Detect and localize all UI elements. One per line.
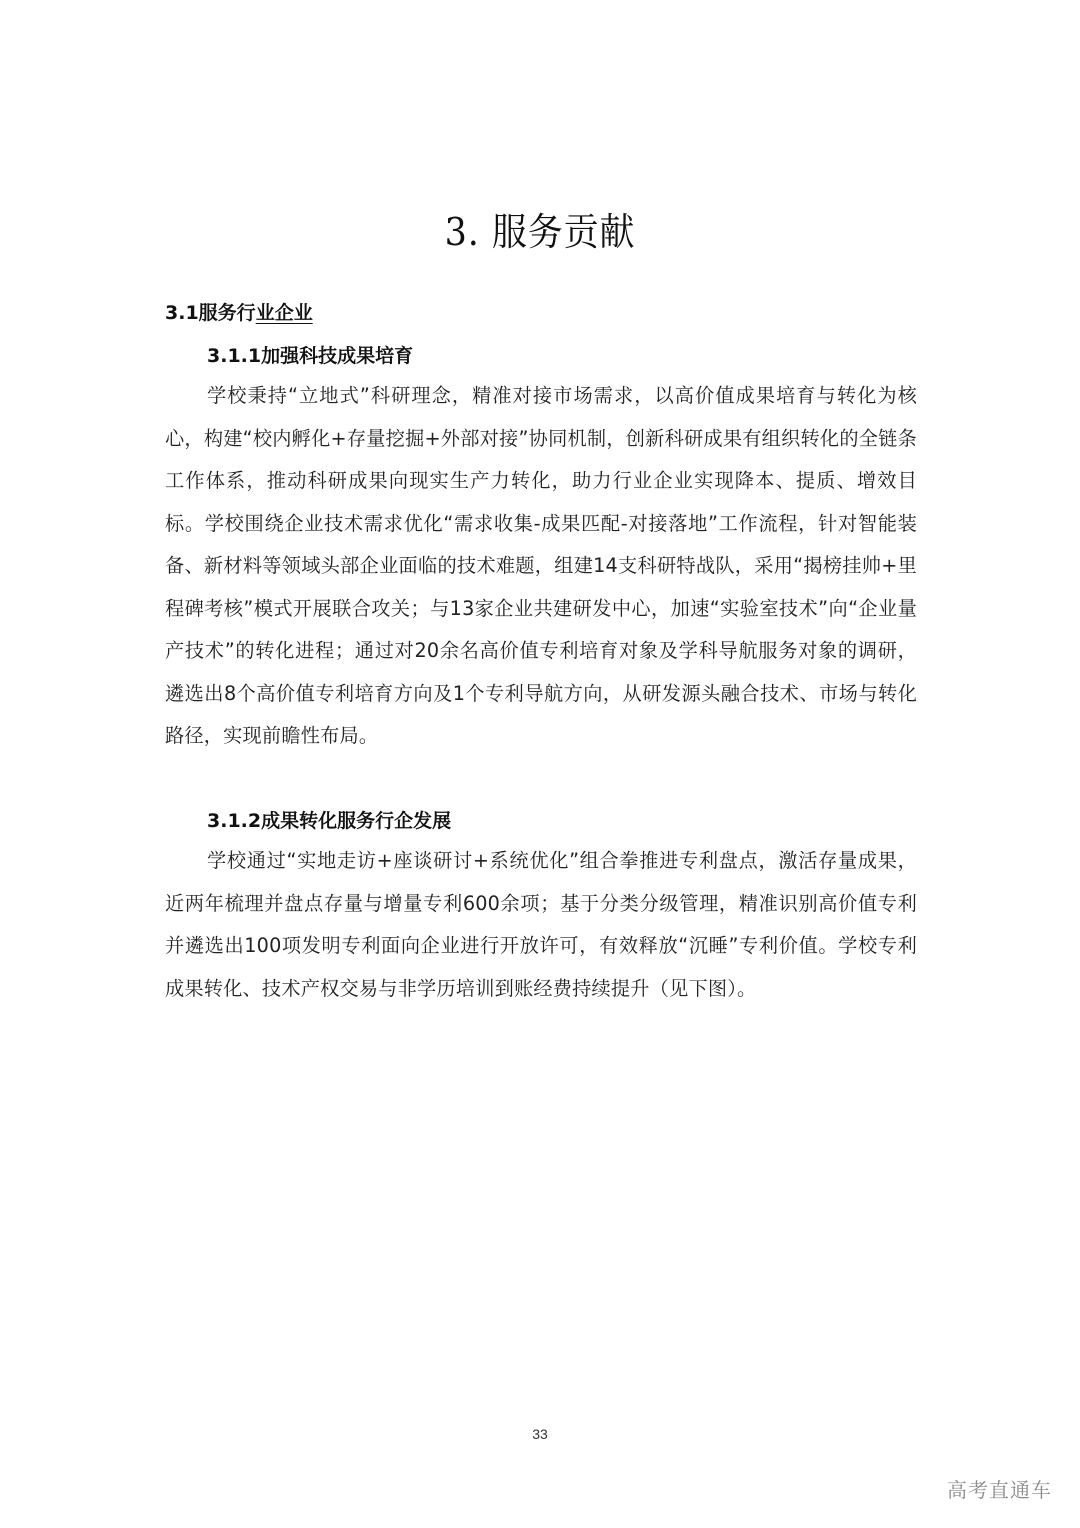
page-number: 33 bbox=[532, 1426, 548, 1442]
subsection-paragraph-1: 学校秉持“立地式”科研理念，精准对接市场需求，以高价值成果培育与转化为核心，构建“校内孵化+存量挖掘+外部对接”协同机制，创新科研成果有组织转化的全链条工作体系，推动科研成果向现实生产力转化，助力行业企业实现降本、提质、增效目标。学校围绕企业技术需求优化“需求收集-成果匹配-对接落地”工作流程，针对智能装备、新材料等领域头部企业面临的技术难题，组建14支科研特战队，采用“揭榜挂帅+里程碑考核”模式开展联合攻关；与13家企业共建研发中心，加速“实验室技术”向“企业量产技术”的转化进程；通过对20余名高价值专利培育对象及学科导航服务对象的调研，遴选出8个高价值专利培育方向及1个专利导航方向，从研发源头融合技术、市场与转化路径，实现前瞻性布局。 bbox=[165, 384, 917, 747]
subsection-paragraph-2: 学校通过“实地走访+座谈研讨+系统优化”组合拳推进专利盘点，激活存量成果，近两年梳理并盘点存量与增量专利600余项；基于分类分级管理，精准识别高价值专利并遴选出100项发明专利面向企业进行开放许可，有效释放“沉睡”专利价值。学校专利成果转化、技术产权交易与非学历培训到账经费持续提升（见下图）。 bbox=[165, 849, 917, 1000]
section-title: 服务行 bbox=[198, 302, 256, 324]
chapter-title: 3. 服务贡献 bbox=[444, 210, 636, 254]
subsection-heading-1: 3.1.1加强科技成果培育 bbox=[207, 345, 414, 367]
section-heading bbox=[165, 298, 313, 328]
watermark: 高考直通车 bbox=[947, 1478, 1052, 1502]
section-number: 3.1 bbox=[165, 302, 199, 324]
subsection-heading-2: 3.1.2成果转化服务行企发展 bbox=[207, 810, 452, 832]
section-title-underlined: 业企业 bbox=[255, 302, 313, 324]
